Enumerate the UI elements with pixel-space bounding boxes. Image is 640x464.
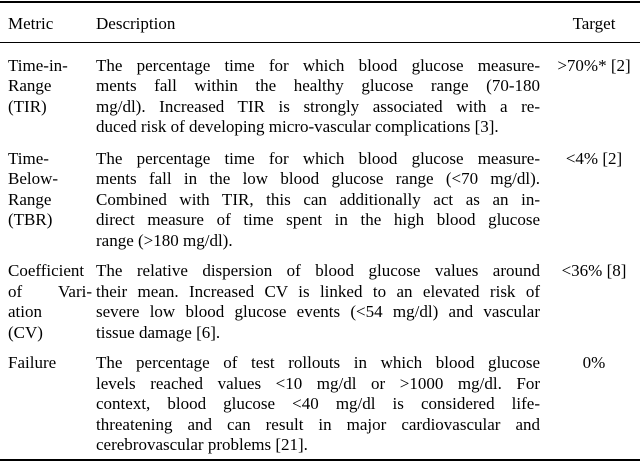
description-line: The relative dispersion of blood glucose values around — [96, 261, 540, 280]
target-value: 0% — [582, 353, 606, 372]
table-row — [0, 138, 640, 252]
description-line: duced risk of developing micro-vascular complications [3]. — [96, 117, 499, 136]
metric-line: Time-in- — [8, 55, 68, 75]
description-line: The percentage time for which blood glucose measure- — [96, 55, 540, 75]
column-header-target: Target — [548, 2, 640, 42]
metric-cell — [0, 42, 96, 138]
description-line: context, blood glucose <40 mg/dl is considered life- — [96, 394, 540, 413]
metric-line: Time- — [8, 148, 49, 168]
metric-cell — [0, 138, 96, 252]
description-line: cerebrovascular problems [21]. — [96, 435, 308, 454]
metric-line: Below- — [8, 169, 59, 188]
table-row — [0, 251, 640, 343]
column-header-metric: Metric — [0, 2, 96, 42]
description-cell — [96, 138, 548, 252]
description-line: threatening and can result in major cardiovascular and — [96, 414, 540, 434]
metric-line: of Vari- — [8, 281, 92, 301]
target-cell — [548, 42, 640, 138]
metric-line: Range — [8, 76, 52, 95]
table-header — [0, 2, 640, 42]
target-value: <36% [8] — [561, 261, 627, 280]
description-line: severe low blood glucose events (<54 mg/dl) and vascular — [96, 302, 540, 321]
table-body — [0, 42, 640, 460]
description-cell — [96, 251, 548, 343]
description-line: The percentage time for which blood glucose measure- — [96, 148, 540, 168]
description-line: tissue damage [6]. — [96, 322, 221, 342]
metric-line: (TIR) — [8, 96, 47, 116]
metric-line: Coefficient — [8, 261, 85, 280]
table-row — [0, 343, 640, 460]
target-value: >70%* [2] — [557, 55, 631, 75]
metrics-table — [0, 1, 640, 461]
metric-line: (TBR) — [8, 210, 53, 229]
description-line: range (>180 mg/dl). — [96, 230, 233, 250]
description-line: ments fall within the healthy glucose range (70-180 — [96, 76, 540, 95]
description-cell — [96, 42, 548, 138]
target-cell — [548, 251, 640, 343]
target-value: <4% [2] — [565, 148, 623, 168]
description-line: their mean. Increased CV is linked to an elevated risk of — [96, 281, 540, 301]
description-line: mg/dl). Increased TIR is strongly associated with a re- — [96, 96, 540, 116]
metric-line: ation — [8, 302, 42, 321]
metric-cell — [0, 251, 96, 343]
metric-line: Range — [8, 189, 52, 209]
description-line: ments fall in the low blood glucose range (<70 mg/dl). — [96, 169, 540, 188]
header-row — [0, 2, 640, 42]
description-cell — [96, 343, 548, 460]
description-line: Combined with TIR, this can additionally act as an in- — [96, 189, 540, 209]
description-line: direct measure of time spent in the high blood glucose — [96, 210, 540, 229]
metric-cell — [0, 343, 96, 460]
column-header-description: Description — [96, 2, 548, 42]
target-cell — [548, 138, 640, 252]
table-row — [0, 42, 640, 138]
target-cell — [548, 343, 640, 460]
metric-line: (CV) — [8, 322, 43, 342]
description-line: levels reached values <10 mg/dl or >1000 mg/dl. For — [96, 373, 540, 393]
description-line: The percentage of test rollouts in which blood glucose — [96, 353, 540, 372]
metric-line: Failure — [8, 353, 57, 372]
